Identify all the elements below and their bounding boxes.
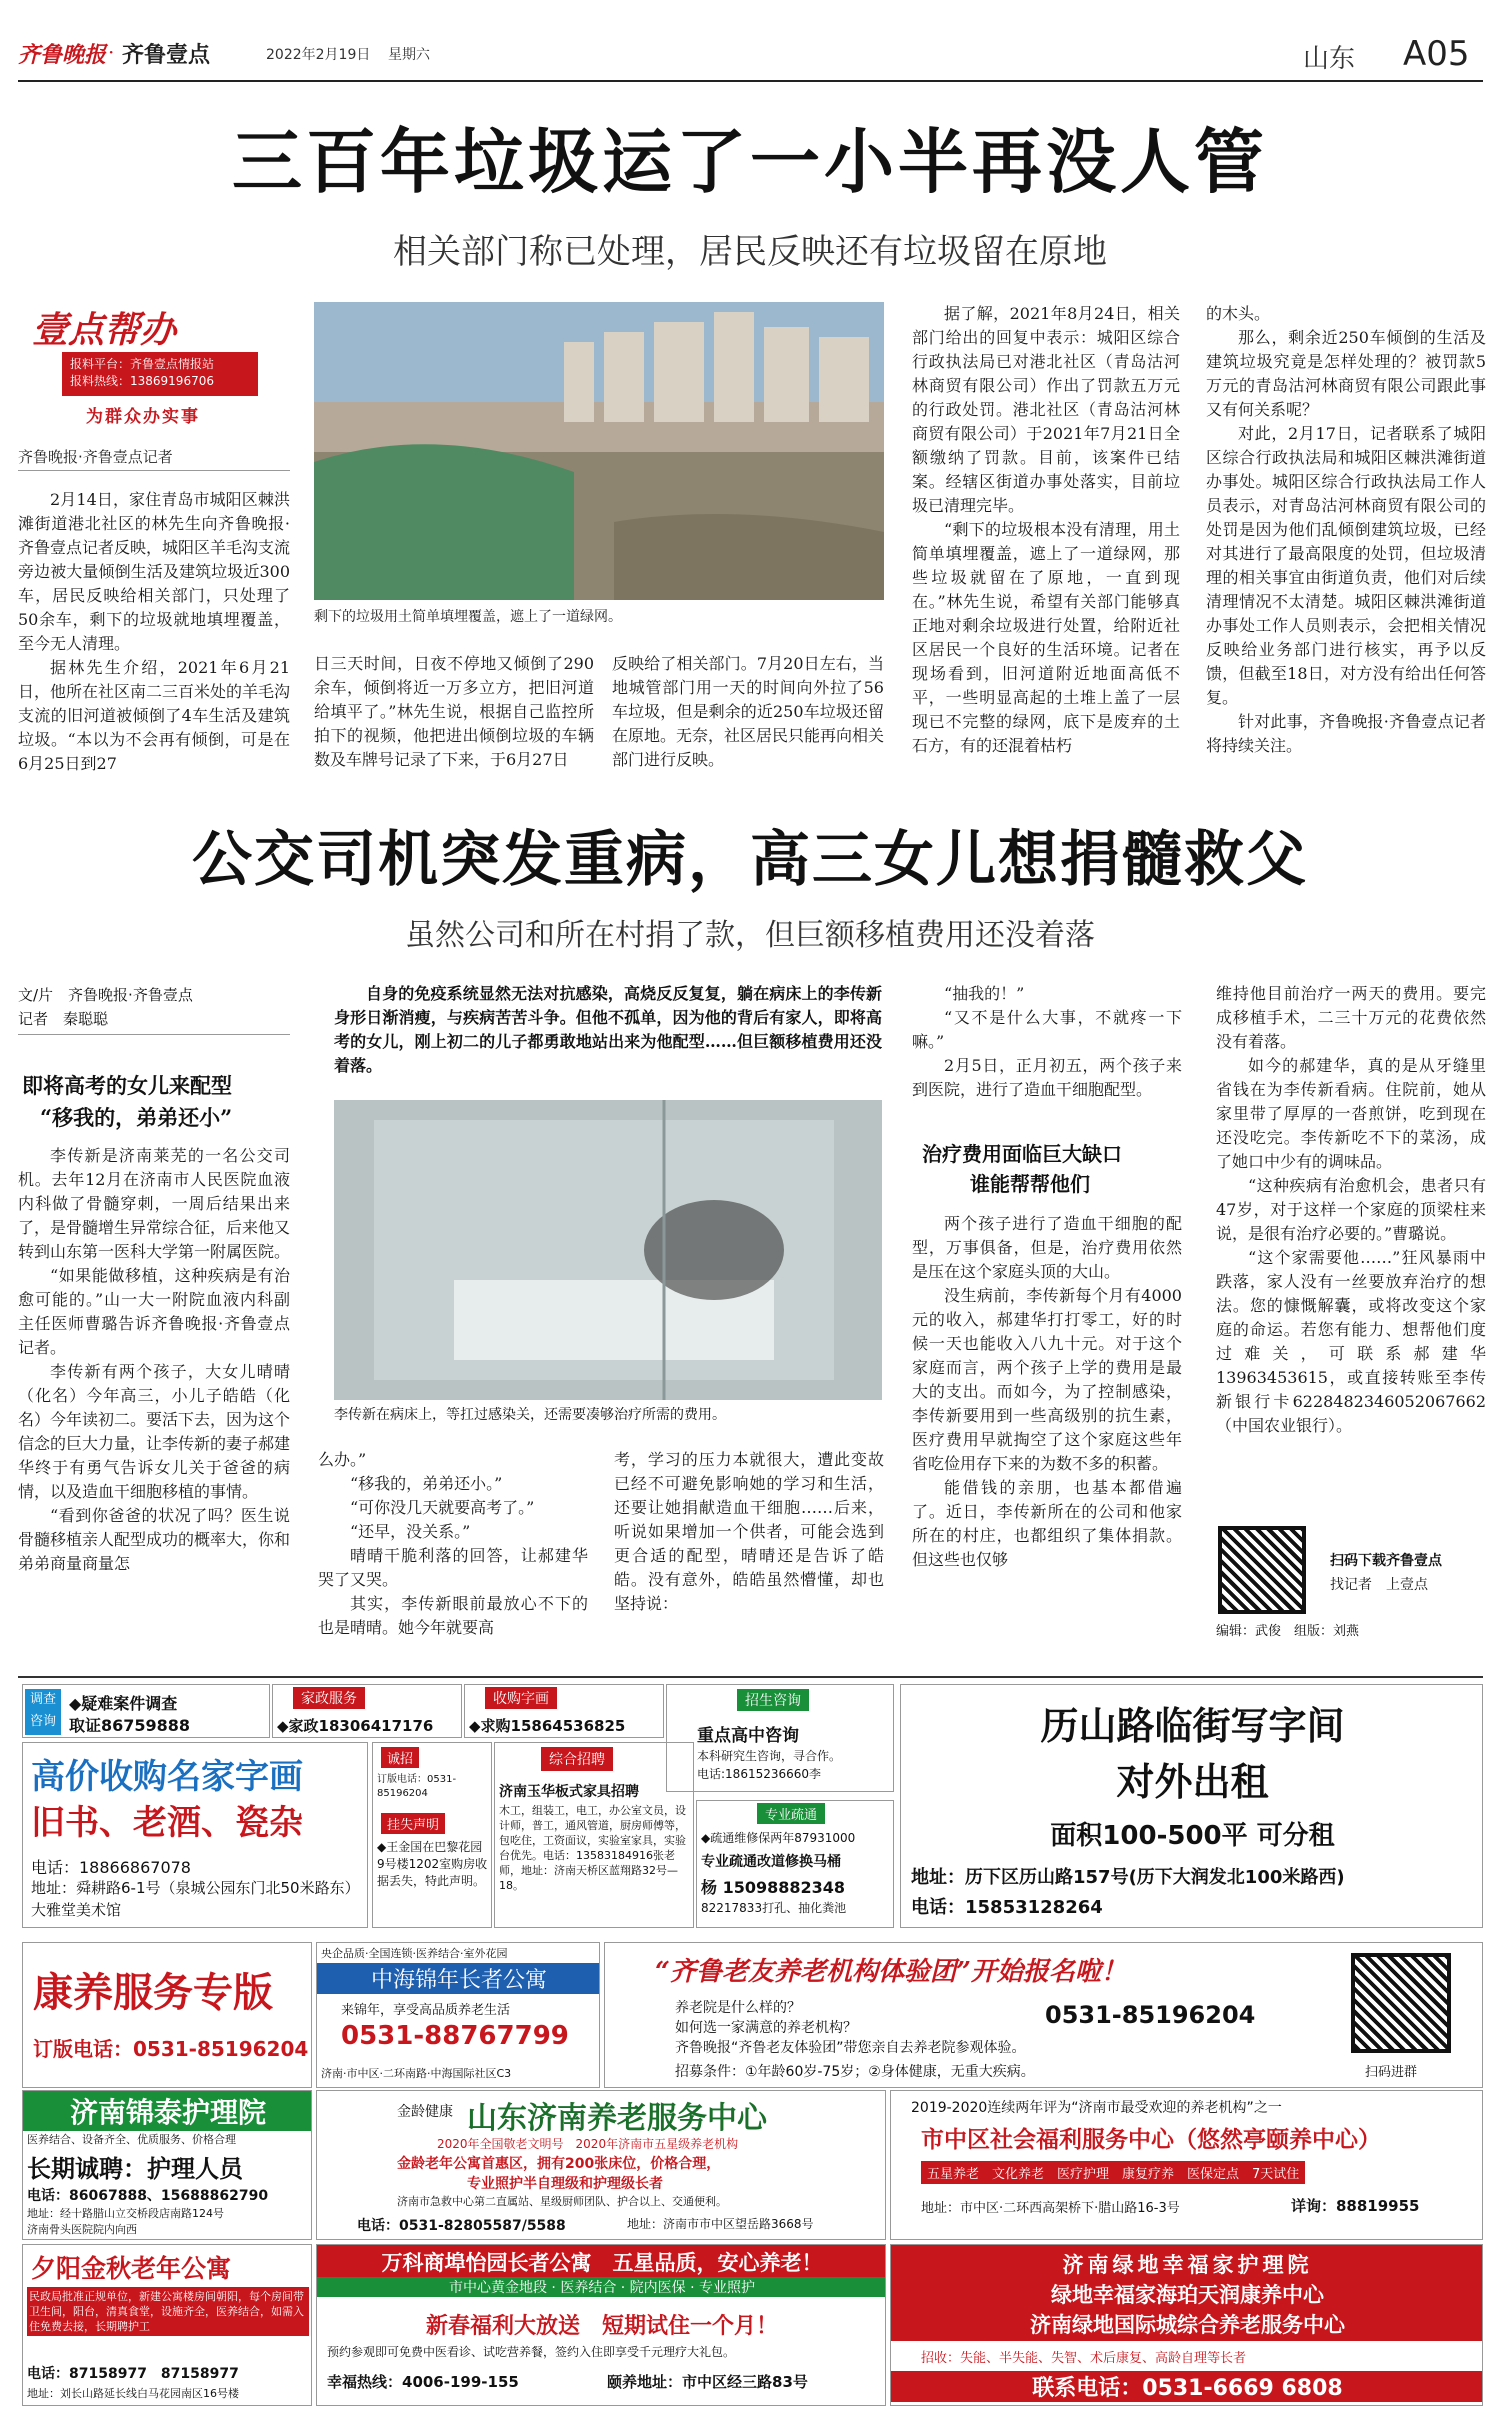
ad-lost-notice — [372, 1742, 492, 1928]
paragraph: 两个孩子进行了造血干细胞的配型，万事俱备，但是，治疗费用依然是压在这个家庭头顶的大山。 — [912, 1214, 1182, 1281]
story1-col2 — [314, 652, 594, 792]
ad-title: “齐鲁老友养老机构体验团”开始报名啦！ — [655, 1957, 1127, 1987]
paragraph: “这个家需要他……”狂风暴雨中跌落，家人没有一丝要放弃治疗的想法。您的慷慨解囊，或将改变这个家庭的命运。若您有能力、想帮他们度过难关，可联系郝建华13963453615，或直接转账至李传新银行卡6228482346052067662（中国农业银行）。 — [1216, 1248, 1486, 1435]
ad-text: 本科研究生咨询，寻合作。 — [697, 1749, 842, 1763]
story1-photo-caption: 剩下的垃圾用土简单填埋覆盖，遮上了一道绿网。 — [314, 609, 622, 625]
byline-rule — [18, 470, 290, 471]
paragraph: 反映给了相关部门。7月20日左右，当地城管部门用一天的时间向外拉了56车垃圾，但是剩余的近250车垃圾还留在原地。无奈，社区居民只能再向相关部门进行反映。 — [612, 654, 884, 769]
ad-text: ◆求购15864536825 — [469, 1717, 626, 1735]
ad-tag: 专业疏通 — [757, 1803, 825, 1824]
badge-slogan: 为群众办实事 — [86, 407, 200, 427]
ad-text: 0531-88767799 — [341, 2021, 569, 2051]
ad-text: 济南市急救中心第二直属站、星级厨师团队、护合以上、交通便利。 — [397, 2195, 727, 2208]
ad-qilu-friends — [604, 1942, 1483, 2088]
ad-text: 五星养老 文化养老 医疗护理 康复疗养 医保定点 7天试住 — [921, 2161, 1305, 2184]
paragraph: “移我的，弟弟还小。” — [350, 1474, 503, 1493]
brand-dot: · — [108, 40, 115, 64]
paragraph: 2月5日，正月初五，两个孩子来到医院，进行了造血干细胞配型。 — [912, 1056, 1182, 1099]
paragraph: 据林先生介绍，2021年6月21日，他所在社区南二三百米处的羊毛沟支流的旧河道被倾倒了4车生活及建筑垃圾。“本以为不会再有倾倒，可是在6月25日到27 — [18, 658, 290, 773]
ad-text: 2020年全国敬老文明号 2020年济南市五星级养老机构 — [437, 2137, 739, 2151]
qr-caption: 扫码进群 — [1365, 2065, 1418, 2080]
story2-lead: 自身的免疫系统显然无法对抗感染，高烧反反复复，躺在病床上的李传新身形日渐消瘦，与疾病苦苦斗争。但他不孤单，因为他的背后有家人，即将高考的女儿，刚上初二的儿子都勇敢地站出来为他配型……但巨额移植费用还没着落。 — [334, 984, 882, 1075]
ad-text: ◆王金国在巴黎花园9号楼1202室购房收据丢失，特此声明。 — [377, 1840, 488, 1888]
paragraph: “又不是什么大事，不就疼一下嘛。” — [912, 1008, 1182, 1051]
ad-text: 济南骨头医院院内向西 — [27, 2223, 137, 2236]
ad-text: 电话：87158977 87158977 — [27, 2366, 239, 2382]
paragraph: 维持他目前治疗一两天的费用。要完成移植手术，二三十万元的花费依然没有着落。 — [1216, 984, 1486, 1051]
ad-text: 济南玉华板式家具招聘 — [499, 1784, 639, 1800]
construction-site-image — [314, 302, 884, 600]
story2-subtitle: 虽然公司和所在村捐了款，但巨额移植费用还没着落 — [405, 918, 1095, 953]
brand-logo-2: 齐鲁壹点 — [122, 42, 211, 68]
ad-title: 济南绿地幸福家护理院 — [1062, 2252, 1313, 2277]
ad-text: 订版电话：0531-85196204 — [377, 1774, 457, 1799]
qr-caption-2: 找记者 上壹点 — [1330, 1577, 1428, 1593]
story2-col2 — [318, 1448, 588, 1640]
ad-text: 金龄健康 — [397, 2104, 453, 2120]
paragraph: 李传新是济南莱芜的一名公交司机。去年12月在济南市人民医院血液内科做了骨髓穿刺，一周后结果出来了，是骨髓增生异常综合征，后来他又转到山东第一医科大学第一附属医院。 — [18, 1146, 290, 1261]
ad-eldercare-special — [22, 1942, 312, 2088]
ad-calligraphy — [464, 1684, 664, 1738]
ad-text: 0531-85196204 — [1045, 2001, 1256, 2029]
ad-tag: 家政服务 — [293, 1687, 365, 1709]
story1-col1 — [18, 488, 290, 788]
ad-tag: 调查咨询 — [25, 1689, 61, 1735]
ad-title: 市中区社会福利服务中心（悠然亭颐养中心） — [921, 2126, 1381, 2153]
ad-text: 82217833打孔、抽化粪池 — [701, 1901, 847, 1915]
ad-text: 电话：86067888、15688862790 — [27, 2188, 269, 2204]
badge-box — [62, 352, 258, 396]
ad-title: 济南绿地国际城综合养老服务中心 — [1030, 2312, 1345, 2337]
ad-text: 地址：刘长山路延长线白马花园南区16号楼 — [27, 2387, 239, 2400]
ad-text: 专业疏通改道修换马桶 — [701, 1854, 841, 1870]
story2-col1 — [18, 1144, 290, 1632]
ad-vanke — [316, 2244, 886, 2406]
ad-xiyang — [22, 2244, 312, 2406]
ad-text: ◆疑难案件调查 — [69, 1694, 178, 1713]
ad-title: 康养服务专版 — [33, 1969, 273, 2016]
ad-shandong-eldercare — [316, 2090, 886, 2240]
ad-title: 绿地幸福家海珀天润康养中心 — [1051, 2282, 1324, 2307]
paragraph: “看到你爸爸的状况了吗？医生说骨髓移植亲人配型成功的概率大，你和弟弟商量商量怎 — [18, 1506, 290, 1573]
masthead — [18, 34, 1483, 80]
ad-title: 济南锦泰护理院 — [23, 2091, 312, 2131]
paragraph: “这种疾病有治愈机会，患者只有47岁，对于这样一个家庭的顶梁柱来说，是很有治疗必要的。”曹璐说。 — [1216, 1176, 1486, 1243]
story1-subtitle: 相关部门称已处理，居民反映还有垃圾留在原地 — [393, 232, 1107, 272]
paragraph: 其实，李传新眼前最放心不下的也是晴晴。她今年就要高 — [318, 1594, 588, 1637]
ad-text: 杨 15098882348 — [701, 1878, 846, 1897]
brand-logo: 齐鲁晚报 — [18, 42, 107, 68]
header-rule — [18, 80, 1483, 82]
ad-text: 木工，组装工，电工，办公室文员，设计师，普工，通风管道，厨房师傅等，包吃住，工资面议，实验室家具，实验台优先。电话：13583184916张老师，地址：济南天桥区蓝翔路32号—18。 — [499, 1804, 686, 1892]
ad-title: 高价收购名家字画 — [31, 1757, 303, 1797]
ad-title: 山东济南养老服务中心 — [467, 2101, 767, 2136]
paragraph: “剩下的垃圾根本没有清理，用土简单填埋覆盖，遮上了一道绿网，那些垃圾就留在了原地，一直到现在。”林先生说，希望有关部门能够真正地对剩余垃圾进行处置，给附近社区居民一个良好的生活环境。记者在现场看到，旧河道附近地面高低不平，一些明显高起的土堆上盖了一层现已不完整的绿网，底下是废弃的土石方，有的还混着枯朽 — [912, 520, 1180, 755]
ad-text: 面积100-500平 可分租 — [1050, 1821, 1335, 1851]
badge-line2: 报料热线：13869196706 — [70, 374, 214, 388]
ad-text: 专业照护半自理级和护理级长者 — [467, 2176, 663, 2192]
ad-title: 新春福利大放送 短期试住一个月！ — [425, 2313, 778, 2339]
qr-code[interactable] — [1218, 1526, 1306, 1614]
paragraph: 日三天时间，日夜不停地又倾倒了290余车，倾倒将近一万多立方，把旧河道给填平了。”林先生说，根据自己监控所拍下的视频，他把进出倾倒垃圾的车辆数及车牌号记录了下来，于6月27日 — [314, 654, 594, 769]
paragraph: 针对此事，齐鲁晚报·齐鲁壹点记者将持续关注。 — [1206, 712, 1486, 755]
ad-tag: 收购字画 — [485, 1687, 557, 1709]
ad-title: 中海锦年长者公寓 — [317, 1963, 600, 1994]
ad-text: 重点高中咨询 — [697, 1726, 799, 1746]
ad-title: 历山路临街写字间 — [1040, 1703, 1345, 1748]
ad-furniture-hiring — [494, 1742, 694, 1928]
ad-text: 预约参观即可免费中医看诊、试吃营养餐，签约入住即享受千元理疗大礼包。 — [327, 2345, 736, 2359]
helper-badge — [26, 302, 290, 430]
issue-date: 2022年2月19日 — [266, 47, 371, 63]
ad-text: 地址：济南市市中区望岳路3668号 — [627, 2217, 814, 2231]
ad-buy-paintings — [22, 1742, 368, 1928]
ad-text: 招收：失能、半失能、失智、术后康复、高龄自理等长者 — [921, 2351, 1247, 2366]
hospital-bed-image — [334, 1100, 882, 1400]
paragraph: “还早，没关系。” — [350, 1522, 471, 1541]
ad-title-block — [891, 2245, 1483, 2341]
ad-text: 金龄老年公寓首惠区，拥有200张床位，价格合理， — [397, 2156, 721, 2172]
page-number: A05 — [1403, 34, 1470, 74]
ad-text: 订版电话：0531-85196204 — [33, 2037, 309, 2061]
story2-photo — [334, 1100, 882, 1400]
ad-text: 电话：15853128264 — [911, 1897, 1103, 1918]
ad-title: 旧书、老酒、瓷杂 — [31, 1803, 303, 1843]
section-head-1b: “移我的，弟弟还小” — [40, 1105, 233, 1130]
paragraph: 晴晴干脆利落的回答，让郝建华哭了又哭。 — [318, 1546, 588, 1589]
ad-text: 电话：18866867078 — [31, 1858, 191, 1877]
paragraph: 对此，2月17日，记者联系了城阳区综合行政执法局和城阳区棘洪滩街道办事处。城阳区综合行政执法局工作人员表示，对青岛沽河林商贸有限公司的处罚是因为他们乱倾倒建筑垃圾，已经对其进行了最高限度的处罚，但垃圾清理的相关事宜由街道负责，他们对后续清理情况不太清楚。城阳区棘洪滩街道办事处工作人员则表示，会把相关情况反映给业务部门进行核实，再予以反馈，但截至18日，对方没有给出任何答复。 — [1206, 424, 1486, 707]
ad-text: 央企品质·全国连锁·医养结合·室外花园 — [321, 1947, 508, 1960]
badge-line1: 报料平台：齐鲁壹点情报站 — [70, 357, 215, 371]
ad-welfare-center — [890, 2090, 1483, 2240]
paragraph: 没生病前，李传新每个月有4000元的收入，郝建华打打零工，好的时候一天也能收入八九十元。对于这个家庭而言，两个孩子上学的费用是最大的支出。而如今，为了控制感染，李传新要用到一些高级别的抗生素，医疗费用早就掏空了这个家庭这些年省吃俭用存下来的为数不多的积蓄。 — [912, 1286, 1182, 1473]
qr-caption-1: 扫码下载齐鲁壹点 — [1330, 1553, 1442, 1569]
story2-photo-caption: 李传新在病床上，等扛过感染关，还需要凑够治疗所需的费用。 — [334, 1407, 726, 1423]
ad-text: 养老院是什么样的？ — [675, 2000, 801, 2016]
paragraph: “抽我的！” — [944, 984, 1025, 1003]
story2-title: 公交司机突发重病，高三女儿想捐髓救父 — [192, 825, 1308, 895]
story1-title: 三百年垃圾运了一小半再没人管 — [232, 120, 1268, 203]
paragraph: 2月14日，家住青岛市城阳区棘洪滩街道港北社区的林先生向齐鲁晚报·齐鲁壹点记者反映，城阳区羊毛沟支流旁边被大量倾倒生活及建筑垃圾近300车，居民反映给相关部门，只处理了50余车，剩下的垃圾就地填埋覆盖，至今无人清理。 — [18, 490, 290, 653]
story1-col5 — [1206, 302, 1486, 792]
ad-text: 电话：0531-82805587/5588 — [357, 2218, 566, 2234]
section-head-1: 即将高考的女儿来配型 — [22, 1073, 232, 1098]
story2-col4b — [912, 1212, 1182, 1640]
ad-text: 取证86759888 — [69, 1716, 191, 1735]
ad-text: 地址：经十路腊山立交桥段店南路124号 — [27, 2207, 224, 2220]
ad-text: 2019-2020连续两年评为“济南市最受欢迎的养老机构”之一 — [911, 2100, 1282, 2116]
ad-text: 地址：市中区·二环西高架桥下·腊山路16-3号 — [921, 2201, 1180, 2216]
ad-title: 夕阳金秋老年公寓 — [31, 2254, 232, 2283]
ad-text: 电话:18615236660李 — [697, 1767, 822, 1781]
ads-rule — [18, 1676, 1483, 1678]
ad-tag: 诚招 — [381, 1747, 419, 1768]
ad-text: 民政局批准正规单位，新建公寓楼房间朝阳，每个房间带卫生间，阳台，清真食堂，设施齐全，医养结合，如需入住免费去接，长期聘护工 — [27, 2287, 309, 2336]
badge-name: 壹点帮办 — [32, 309, 177, 351]
ad-text: 市中心黄金地段 · 医养结合 · 院内医保 · 专业照护 — [317, 2277, 886, 2297]
ad-title: 对外出租 — [1116, 1759, 1269, 1804]
ad-tag: 挂失声明 — [381, 1813, 445, 1834]
ad-greenland — [890, 2244, 1483, 2406]
ad-housekeeping — [272, 1684, 462, 1738]
qr-code[interactable] — [1351, 1953, 1451, 2053]
story1-col4 — [912, 302, 1180, 792]
ad-zhonghai — [316, 1942, 600, 2088]
paragraph: 的木头。 — [1206, 304, 1271, 323]
story1-photo — [314, 302, 884, 600]
ad-text: 医养结合、设备齐全、优质服务、价格合理 — [27, 2133, 236, 2146]
ad-title: 万科商埠怡园长者公寓 五星品质，安心养老！ — [317, 2245, 886, 2279]
ad-text: 幸福热线：4006-199-155 — [327, 2373, 519, 2391]
section-head-2: 治疗费用面临巨大缺口 — [922, 1142, 1122, 1166]
paragraph: 考，学习的压力本就很大，遭此变故已经不可避免影响她的学习和生活，还要让她捐献造血干细胞……后来，听说如果增加一个供者，可能会选到更合适的配型，晴晴还是告诉了皓皓。没有意外，皓皓虽然懵懂，却也坚持说： — [614, 1450, 884, 1613]
paragraph: 据了解，2021年8月24日，相关部门给出的回复中表示：城阳区综合行政执法局已对港北社区（青岛沽河林商贸有限公司）作出了罚款五万元的行政处罚。港北社区（青岛沽河林商贸有限公司）于2021年7月21日全额缴纳了罚款。目前，该案件已结案。经辖区街道办事处落实，目前垃圾已清理完毕。 — [912, 304, 1180, 515]
paragraph: 那么，剩余近250车倾倒的生活及建筑垃圾究竟是怎样处理的？被罚款5万元的青岛沽河林商贸有限公司跟此事又有何关系呢？ — [1206, 328, 1486, 419]
ad-jintai — [22, 2090, 312, 2240]
ad-tag: 综合招聘 — [541, 1747, 613, 1771]
ad-text: ◆疏通维修保两年87931000 — [701, 1831, 856, 1845]
paragraph: 能借钱的亲朋，也基本都借遍了。近日，李传新所在的公司和他家所在的村庄，也都组织了集体捐款。但这些也仅够 — [912, 1478, 1182, 1569]
ad-text: 地址：历下区历山路157号(历下大润发北100米路西) — [911, 1867, 1345, 1888]
paragraph: 么办。” — [318, 1450, 367, 1469]
byline-rule — [18, 1034, 290, 1035]
ad-text: 长期诚聘：护理人员 — [27, 2154, 243, 2183]
ad-text: 详询：88819955 — [1291, 2197, 1420, 2215]
section-name: 山东 — [1303, 44, 1356, 74]
ad-lishan-rent — [900, 1684, 1483, 1928]
story2-col3 — [614, 1448, 884, 1640]
paragraph: “如果能做移植，这种疾病是有治愈可能的。”山一大一附院血液内科副主任医师曹璐告诉齐鲁晚报·齐鲁壹点记者。 — [18, 1266, 290, 1357]
story2-byline2: 记者 秦聪聪 — [18, 1010, 109, 1028]
paragraph: 李传新有两个孩子，大女儿晴晴（化名）今年高三，小儿子皓皓（化名）今年读初二。要活下去，因为这个信念的巨大力量，让李传新的妻子郝建华终于有勇气告诉女儿关于爸爸的病情，以及造血干细胞移植的事情。 — [18, 1362, 290, 1501]
story1-byline: 齐鲁晚报·齐鲁壹点记者 — [18, 448, 173, 466]
ad-text: 济南·市中区·二环南路·中海国际社区C3 — [321, 2067, 512, 2080]
ad-text: 齐鲁晚报“齐鲁老友体验团”带您亲自去养老院参观体验。 — [675, 2040, 1026, 2056]
ad-text: ◆家政18306417176 — [277, 1717, 434, 1735]
ad-text: 颐养地址：市中区经三路83号 — [607, 2373, 808, 2391]
ad-text: 来锦年，享受高品质养老生活 — [341, 2003, 511, 2018]
ad-investigation — [22, 1684, 270, 1738]
story2-col4a — [912, 982, 1182, 1126]
story2-byline1: 文/片 齐鲁晚报·齐鲁壹点 — [18, 986, 193, 1004]
paragraph: “可你没几天就要高考了。” — [350, 1498, 535, 1517]
ad-text: 招募条件：①年龄60岁-75岁；②身体健康，无重大疾病。 — [675, 2064, 1035, 2080]
ad-text: 地址：舜耕路6-1号（泉城公园东门北50米路东）大雅堂美术馆 — [31, 1879, 360, 1919]
ad-tag: 招生咨询 — [737, 1689, 809, 1711]
editors-credit: 编辑：武俊 组版：刘燕 — [1216, 1624, 1360, 1639]
story2-col5 — [1216, 982, 1486, 1494]
story1-col3 — [612, 652, 884, 792]
paragraph: 如今的郝建华，真的是从牙缝里省钱在为李传新看病。住院前，她从家里带了厚厚的一沓煎饼，吃到现在还没吃完。李传新吃不下的菜汤，成了她口中少有的调味品。 — [1216, 1056, 1486, 1171]
ad-school — [666, 1684, 894, 1792]
ad-text: 如何选一家满意的养老机构？ — [675, 2020, 857, 2036]
ad-text: 联系电话：0531-6669 6808 — [891, 2371, 1483, 2402]
section-head-2b: 谁能帮帮他们 — [970, 1172, 1090, 1196]
issue-weekday: 星期六 — [388, 47, 430, 63]
ad-plumbing — [696, 1800, 894, 1928]
